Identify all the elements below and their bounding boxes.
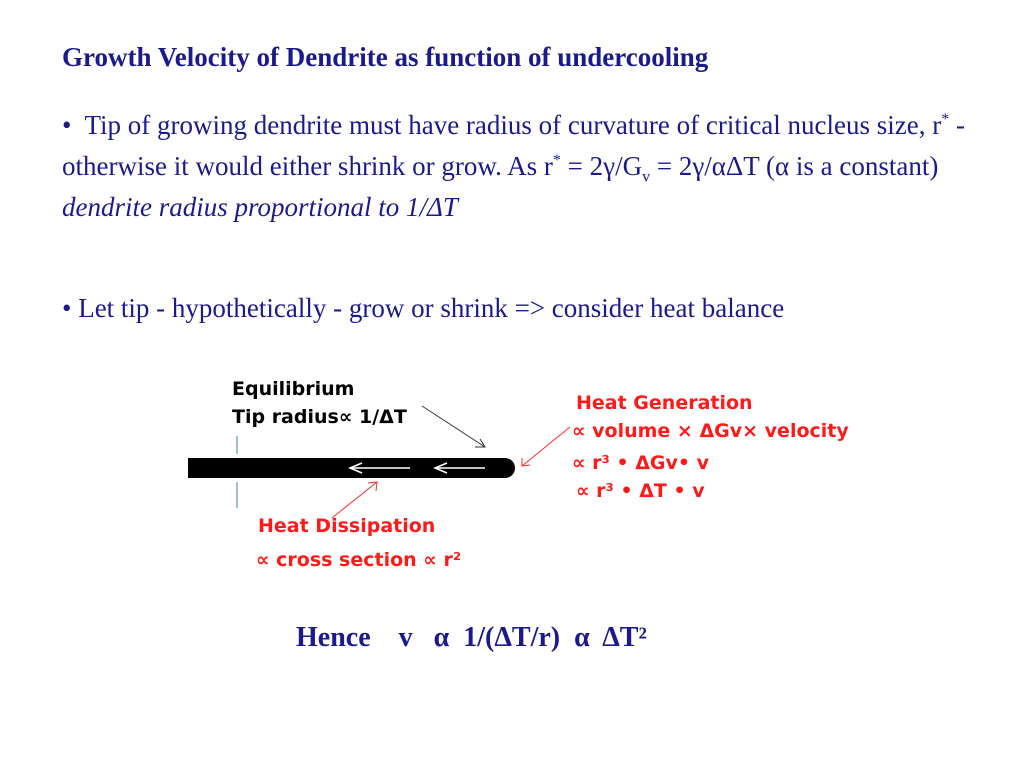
heat-generation-line3: ∝ r³ • ΔT • v [576, 480, 705, 502]
conclusion-equation: Hence v α 1/(ΔT/r) α ΔT² [296, 622, 647, 653]
slide-title: Growth Velocity of Dendrite as function of undercooling [62, 42, 709, 72]
superscript-star: * [552, 152, 561, 169]
generation-pointer [522, 427, 570, 466]
subscript-v: v [642, 168, 651, 186]
heat-generation-line2: ∝ r³ • ΔGv• v [572, 452, 710, 474]
heat-generation-title: Heat Generation [576, 392, 753, 414]
heat-dissipation-title: Heat Dissipation [258, 515, 436, 537]
bullet1-text-c: = 2γ/G [560, 151, 643, 181]
dissipation-pointer [332, 482, 377, 518]
superscript-star: * [941, 111, 950, 128]
bullet-tip-radius [62, 105, 977, 228]
bullet-heat-balance: • Let tip - hypothetically - grow or shrink => consider heat balance [62, 293, 785, 323]
equilibrium-pointer [422, 406, 485, 447]
bullet1-text-d: = 2γ/αΔT (α is a constant) [650, 151, 939, 181]
dendrite-tip-diagram [180, 370, 880, 590]
heat-generation-line1: ∝ volume × ΔGv× velocity [572, 420, 849, 442]
bullet-marker: • [62, 110, 72, 140]
bullet1-text-a: Tip of growing dendrite must have radius of curvature of critical nucleus size, r [84, 110, 942, 140]
heat-dissipation-line1: ∝ cross section ∝ r² [256, 549, 462, 571]
bullet1-italic-conclusion: dendrite radius proportional to 1/ΔT [62, 192, 458, 222]
tip-radius-label: Tip radius∝ 1/ΔT [232, 406, 407, 428]
equilibrium-label: Equilibrium [232, 378, 355, 400]
bullet1-text-b: - otherwise it would either shrink or grow. As r [62, 110, 965, 181]
